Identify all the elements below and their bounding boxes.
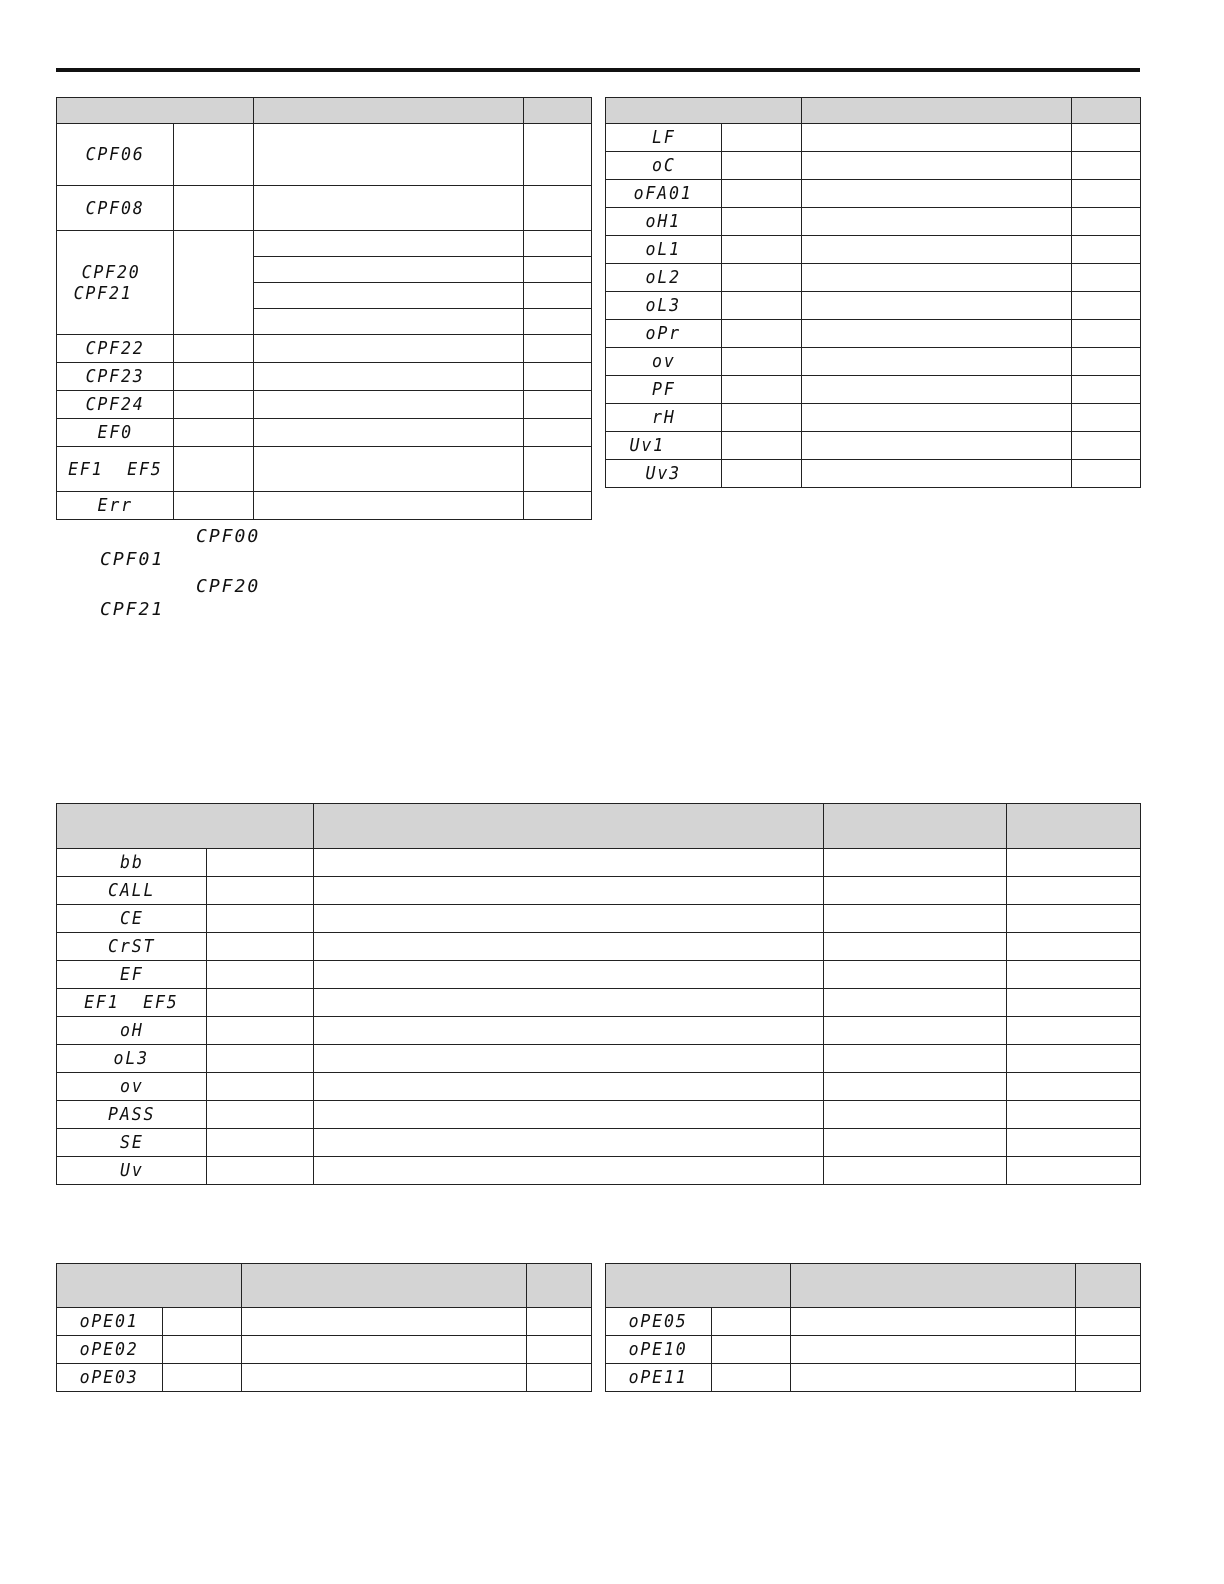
code-cell — [57, 849, 207, 877]
fault-code: Uv3 — [645, 463, 682, 484]
fault-code: Uv1 — [629, 435, 665, 456]
ope-code: oPE10 — [628, 1339, 689, 1360]
code-cell — [57, 1336, 163, 1364]
code-cell — [606, 236, 722, 264]
code-cell — [606, 292, 722, 320]
header-cell — [524, 98, 592, 124]
fault-code: rH — [651, 407, 676, 428]
note-code: CPF20 — [196, 576, 261, 597]
fault-code: LF — [651, 127, 676, 148]
header-cell — [791, 1264, 1076, 1308]
fault-code: Err — [97, 495, 133, 516]
code-cell — [606, 460, 722, 488]
fault-code: CPF22 — [85, 338, 145, 359]
alarm-code: CE — [119, 908, 144, 929]
code-cell — [57, 363, 174, 391]
code-cell — [57, 933, 207, 961]
code-cell — [57, 1129, 207, 1157]
ope-table-left — [56, 1263, 592, 1392]
code-cell — [606, 124, 722, 152]
code-cell — [606, 180, 722, 208]
ope-code: oPE05 — [628, 1311, 689, 1332]
code-cell — [57, 961, 207, 989]
alarm-code: CALL — [107, 880, 156, 901]
fault-table-left — [56, 97, 592, 520]
header-cell — [802, 98, 1072, 124]
alarm-code: oL3 — [113, 1048, 150, 1069]
code-cell — [606, 376, 722, 404]
code-cell — [57, 1101, 207, 1129]
alarm-code: CrST — [107, 936, 156, 957]
header-cell — [242, 1264, 527, 1308]
code-cell — [57, 1308, 163, 1336]
header-cell — [606, 1264, 791, 1308]
ope-code: oPE03 — [79, 1367, 140, 1388]
code-cell — [57, 1017, 207, 1045]
fault-code: ov — [651, 351, 676, 372]
alarm-code: bb — [119, 852, 144, 873]
fault-code: PF — [651, 379, 676, 400]
code-cell — [606, 1364, 712, 1392]
ope-table-right — [605, 1263, 1141, 1392]
code-cell — [57, 186, 174, 231]
code-cell — [606, 208, 722, 236]
fault-code: EF1 EF5 — [67, 458, 163, 480]
header-cell — [254, 98, 524, 124]
header-cell — [57, 98, 254, 124]
fault-code: oPr — [645, 323, 682, 344]
fault-code: CPF23 — [85, 366, 145, 387]
fault-table-right — [605, 97, 1141, 488]
fault-code: CPF06 — [85, 144, 145, 165]
header-cell — [824, 804, 1007, 849]
fault-code: oH1 — [645, 211, 682, 232]
code-cell — [57, 391, 174, 419]
code-cell — [57, 1045, 207, 1073]
header-cell — [1076, 1264, 1141, 1308]
header-cell — [314, 804, 824, 849]
code-cell — [57, 877, 207, 905]
code-cell — [57, 989, 207, 1017]
alarm-code: oH — [119, 1020, 144, 1041]
code-cell — [606, 432, 722, 460]
alarm-code: ov — [119, 1076, 144, 1097]
ope-code: oPE01 — [79, 1311, 140, 1332]
fault-code: CPF21 — [73, 282, 133, 304]
fault-code: CPF08 — [85, 197, 145, 219]
alarm-table — [56, 803, 1141, 1185]
fault-code: oL1 — [645, 239, 682, 260]
code-cell — [606, 320, 722, 348]
code-cell — [57, 1073, 207, 1101]
note-code: CPF00 — [196, 526, 261, 547]
code-cell — [606, 264, 722, 292]
code-cell — [57, 447, 174, 492]
code-cell — [606, 1308, 712, 1336]
fault-code: oC — [651, 155, 676, 176]
alarm-code: SE — [119, 1132, 144, 1153]
note-code: CPF21 — [100, 599, 165, 620]
alarm-code: Uv — [119, 1160, 144, 1181]
ope-code: oPE11 — [628, 1367, 689, 1388]
header-rule — [56, 68, 1140, 72]
header-cell — [1072, 98, 1141, 124]
alarm-code: EF1 EF5 — [84, 992, 179, 1013]
header-cell — [1007, 804, 1141, 849]
header-cell — [606, 98, 802, 124]
fault-code: CPF24 — [85, 394, 145, 415]
code-cell — [606, 1336, 712, 1364]
fault-code: oFA01 — [633, 183, 694, 204]
code-cell — [57, 492, 174, 520]
alarm-code: PASS — [107, 1104, 156, 1125]
code-cell — [57, 905, 207, 933]
header-cell — [57, 804, 314, 849]
code-cell — [57, 231, 174, 335]
code-cell — [57, 335, 174, 363]
fault-code: oL3 — [645, 295, 682, 316]
code-cell — [606, 152, 722, 180]
header-cell — [57, 1264, 242, 1308]
fault-code: EF0 — [97, 422, 133, 443]
fault-code: oL2 — [645, 267, 682, 288]
code-cell — [57, 1157, 207, 1185]
ope-code: oPE02 — [79, 1339, 140, 1360]
code-cell — [606, 348, 722, 376]
code-cell — [57, 1364, 163, 1392]
note-code: CPF01 — [100, 549, 165, 570]
code-cell — [57, 124, 174, 186]
fault-code: CPF20 — [81, 261, 141, 283]
header-cell — [527, 1264, 592, 1308]
code-cell — [606, 404, 722, 432]
alarm-code: EF — [119, 964, 144, 985]
code-cell — [57, 419, 174, 447]
